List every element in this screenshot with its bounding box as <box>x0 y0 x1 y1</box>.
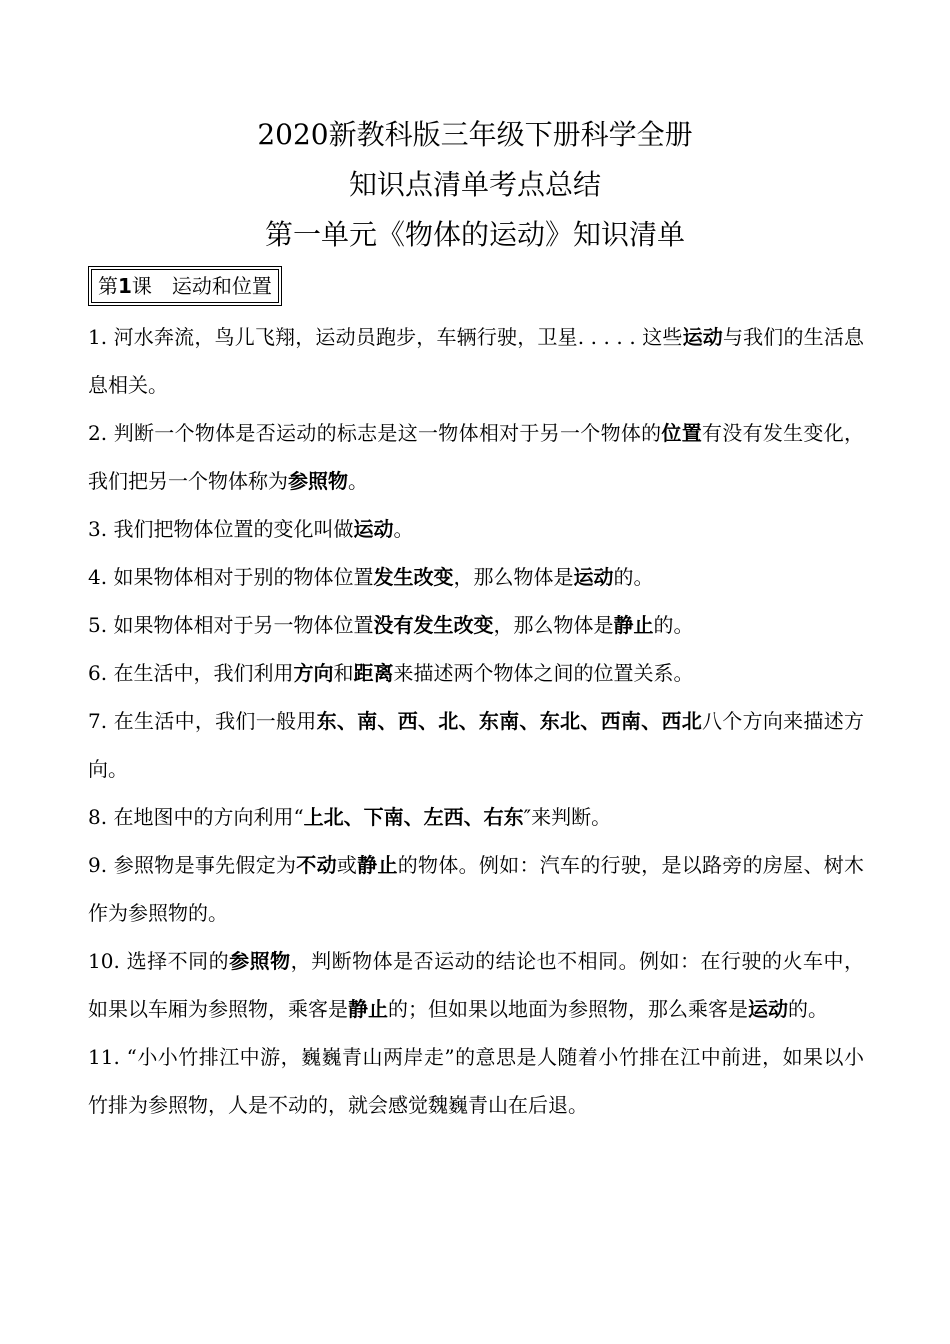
item-text: 10. 选择不同的 <box>88 949 230 973</box>
keyword-bold: 参照物 <box>288 469 348 493</box>
knowledge-list <box>88 313 864 1129</box>
item-text: 。 <box>393 517 414 541</box>
keyword-bold: 发生改变 <box>373 565 454 589</box>
keyword-bold: 距离 <box>353 661 394 685</box>
keyword-bold: 上北、下南、左西、右东 <box>303 805 524 829</box>
keyword-bold: 没有发生改变 <box>373 613 494 637</box>
item-text: 7. 在生活中，我们一般用 <box>88 709 317 733</box>
sub-title: 知识点清单考点总结 <box>348 168 601 201</box>
list-item <box>88 505 864 553</box>
keyword-bold: 位置 <box>661 421 702 445</box>
item-text: ，那么物体是 <box>493 613 614 637</box>
lesson-heading-box <box>88 266 282 306</box>
item-text: ″来判断。 <box>523 805 612 829</box>
item-text: 9. 参照物是事先假定为 <box>88 853 297 877</box>
lesson-number: 1 <box>118 274 132 298</box>
item-text: 6. 在生活中，我们利用 <box>88 661 294 685</box>
keyword-bold: 方向 <box>293 661 334 685</box>
lesson-prefix: 第 <box>98 274 118 298</box>
item-text: 的。 <box>788 997 828 1021</box>
item-text: ，判断物体是否运动的结论也不相同。例如：在行驶的火车中，如果以车厢为参照物，乘客是 <box>88 949 865 1021</box>
item-text: 或 <box>336 853 358 877</box>
keyword-bold: 静止 <box>357 853 398 877</box>
item-text: 的物体。例如：汽车的行驶，是以路旁的房屋、树木作为参照物的。 <box>88 853 865 925</box>
item-text: 和 <box>333 661 354 685</box>
item-text: 5. 如果物体相对于另一物体位置 <box>88 613 374 637</box>
list-item <box>88 313 864 409</box>
main-title: 2020新教科版三年级下册科学全册 <box>257 118 693 151</box>
item-text: 3. 我们把物体位置的变化叫做 <box>88 517 354 541</box>
list-item <box>88 841 864 937</box>
item-text: 8. 在地图中的方向利用“ <box>88 805 304 829</box>
item-text: 有没有发生变化，我们把另一个物体称为 <box>88 421 864 493</box>
item-text: 11. “小小竹排江中游，巍巍青山两岸走”的意思是人随着小竹排在江中前进，如果以小竹排为参照物，人是不动的，就会感觉魏巍青山在后退。 <box>88 1045 864 1117</box>
item-text: 1. 河水奔流，鸟儿飞翔，运动员跑步，车辆行驶，卫星. . . . . 这些 <box>88 325 683 349</box>
list-item <box>88 409 864 505</box>
keyword-bold: 静止 <box>613 613 654 637</box>
keyword-bold: 运动 <box>682 325 723 349</box>
title-block <box>0 110 950 260</box>
item-text: 2. 判断一个物体是否运动的标志是这一物体相对于另一个物体的 <box>88 421 662 445</box>
item-text: 与我们的生活息息相关。 <box>88 325 865 397</box>
keyword-bold: 运动 <box>748 997 788 1021</box>
keyword-bold: 运动 <box>573 565 614 589</box>
list-item <box>88 601 864 649</box>
keyword-bold: 参照物 <box>229 949 291 973</box>
list-item <box>88 649 864 697</box>
keyword-bold: 东、南、西、北、东南、东北、西南、西北 <box>316 709 702 733</box>
item-text: 。 <box>348 469 368 493</box>
item-text: 的。 <box>613 565 654 589</box>
list-item <box>88 1033 864 1129</box>
item-text: 的。 <box>653 613 694 637</box>
item-text: 来描述两个物体之间的位置关系。 <box>393 661 694 685</box>
unit-title: 第一单元《物体的运动》知识清单 <box>264 218 685 251</box>
item-text: 4. 如果物体相对于别的物体位置 <box>88 565 374 589</box>
list-item <box>88 553 864 601</box>
list-item <box>88 697 864 793</box>
list-item <box>88 793 864 841</box>
keyword-bold: 运动 <box>353 517 394 541</box>
keyword-bold: 不动 <box>296 853 337 877</box>
keyword-bold: 静止 <box>348 997 388 1021</box>
list-item <box>88 937 864 1033</box>
item-text: 的；但如果以地面为参照物，那么乘客是 <box>388 997 748 1021</box>
item-text: ，那么物体是 <box>453 565 574 589</box>
lesson-title: 课 运动和位置 <box>131 274 272 298</box>
item-text: 八个方向来描述方向。 <box>88 709 864 781</box>
